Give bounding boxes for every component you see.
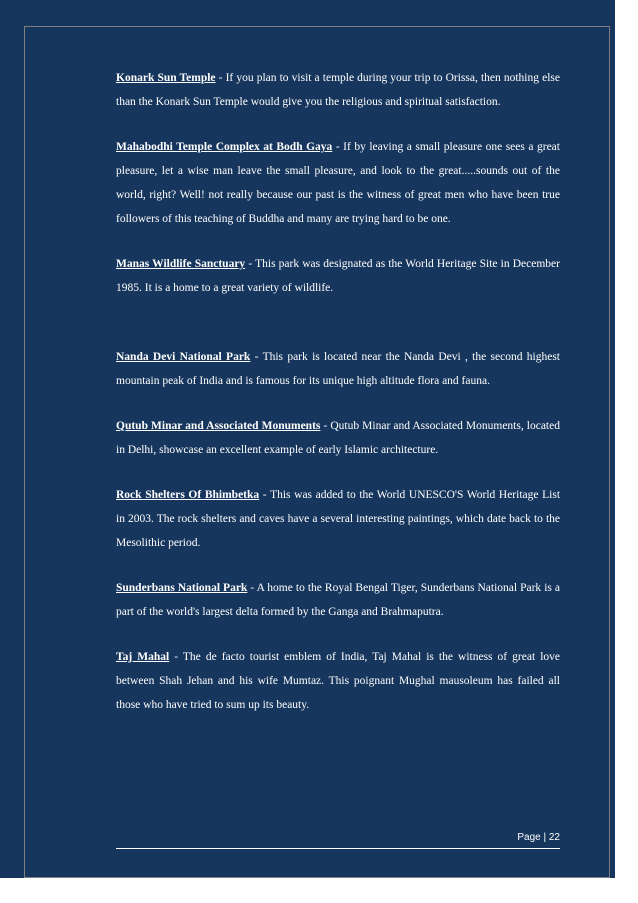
entry-rock-shelters-bhimbetka bbox=[116, 483, 560, 555]
entry-title: Taj Mahal bbox=[116, 651, 170, 663]
entry-title: Sunderbans National Park bbox=[116, 582, 248, 594]
footer-rule bbox=[116, 848, 560, 849]
entry-description: The de facto tourist emblem of India, Taj Mahal is the witness of great love between Shah Jehan and his wife Mumtaz. This poignant Mughal mausoleum has failed all those who have tried to sum up its beauty. bbox=[116, 651, 561, 711]
entry-mahabodhi-temple bbox=[116, 135, 560, 231]
entry-description: If you plan to visit a temple during your trip to Orissa, then nothing else than the Konark Sun Temple would give you the religious and spiritual satisfaction. bbox=[116, 72, 560, 108]
entry-description: Qutub Minar and Associated Monuments, located in Delhi, showcase an excellent example of early Islamic architecture. bbox=[116, 420, 560, 456]
entry-separator: - bbox=[247, 582, 257, 594]
entry-qutub-minar bbox=[116, 414, 560, 462]
entry-separator: - bbox=[259, 489, 271, 501]
entry-title: Qutub Minar and Associated Monuments bbox=[116, 420, 321, 432]
entry-title: Manas Wildlife Sanctuary bbox=[116, 258, 246, 270]
entry-description: A home to the Royal Bengal Tiger, Sunderbans National Park is a part of the world's largest delta formed by the Ganga and Brahmaputra. bbox=[116, 582, 561, 618]
entry-title: Rock Shelters Of Bhimbetka bbox=[116, 489, 260, 501]
page-number: Page | 22 bbox=[517, 832, 560, 843]
entry-separator: - bbox=[169, 651, 183, 663]
entry-separator: - bbox=[215, 72, 226, 84]
entry-nanda-devi bbox=[116, 345, 560, 393]
entry-taj-mahal bbox=[116, 645, 560, 717]
entry-sunderbans bbox=[116, 576, 560, 624]
entry-manas-wildlife bbox=[116, 252, 560, 300]
entry-separator: - bbox=[250, 351, 263, 363]
entry-separator: - bbox=[332, 141, 344, 153]
entry-separator: - bbox=[320, 420, 331, 432]
entry-description: This was added to the World UNESCO'S World Heritage List in 2003. The rock shelters and caves have a several interesting paintings, which date back to the Mesolithic period. bbox=[116, 489, 561, 549]
entry-description: This park was designated as the World Heritage Site in December 1985. It is a home to a great variety of wildlife. bbox=[116, 258, 560, 294]
entry-konark-sun-temple bbox=[116, 66, 560, 114]
entry-title: Nanda Devi National Park bbox=[116, 351, 251, 363]
entry-title: Mahabodhi Temple Complex at Bodh Gaya bbox=[116, 141, 333, 153]
entry-separator: - bbox=[245, 258, 256, 270]
body-text bbox=[116, 66, 560, 738]
entry-description: This park is located near the Nanda Devi , the second highest mountain peak of India and is famous for its unique high altitude flora and fauna. bbox=[116, 351, 560, 387]
entry-description: If by leaving a small pleasure one sees a great pleasure, let a wise man leave the small pleasure, and look to the great.....sounds out of the world, right? Well! not really because our past is the witness of great men who have been true followers of this teaching of Buddha and many are trying hard to be one. bbox=[116, 141, 560, 225]
entry-title: Konark Sun Temple bbox=[116, 72, 216, 84]
